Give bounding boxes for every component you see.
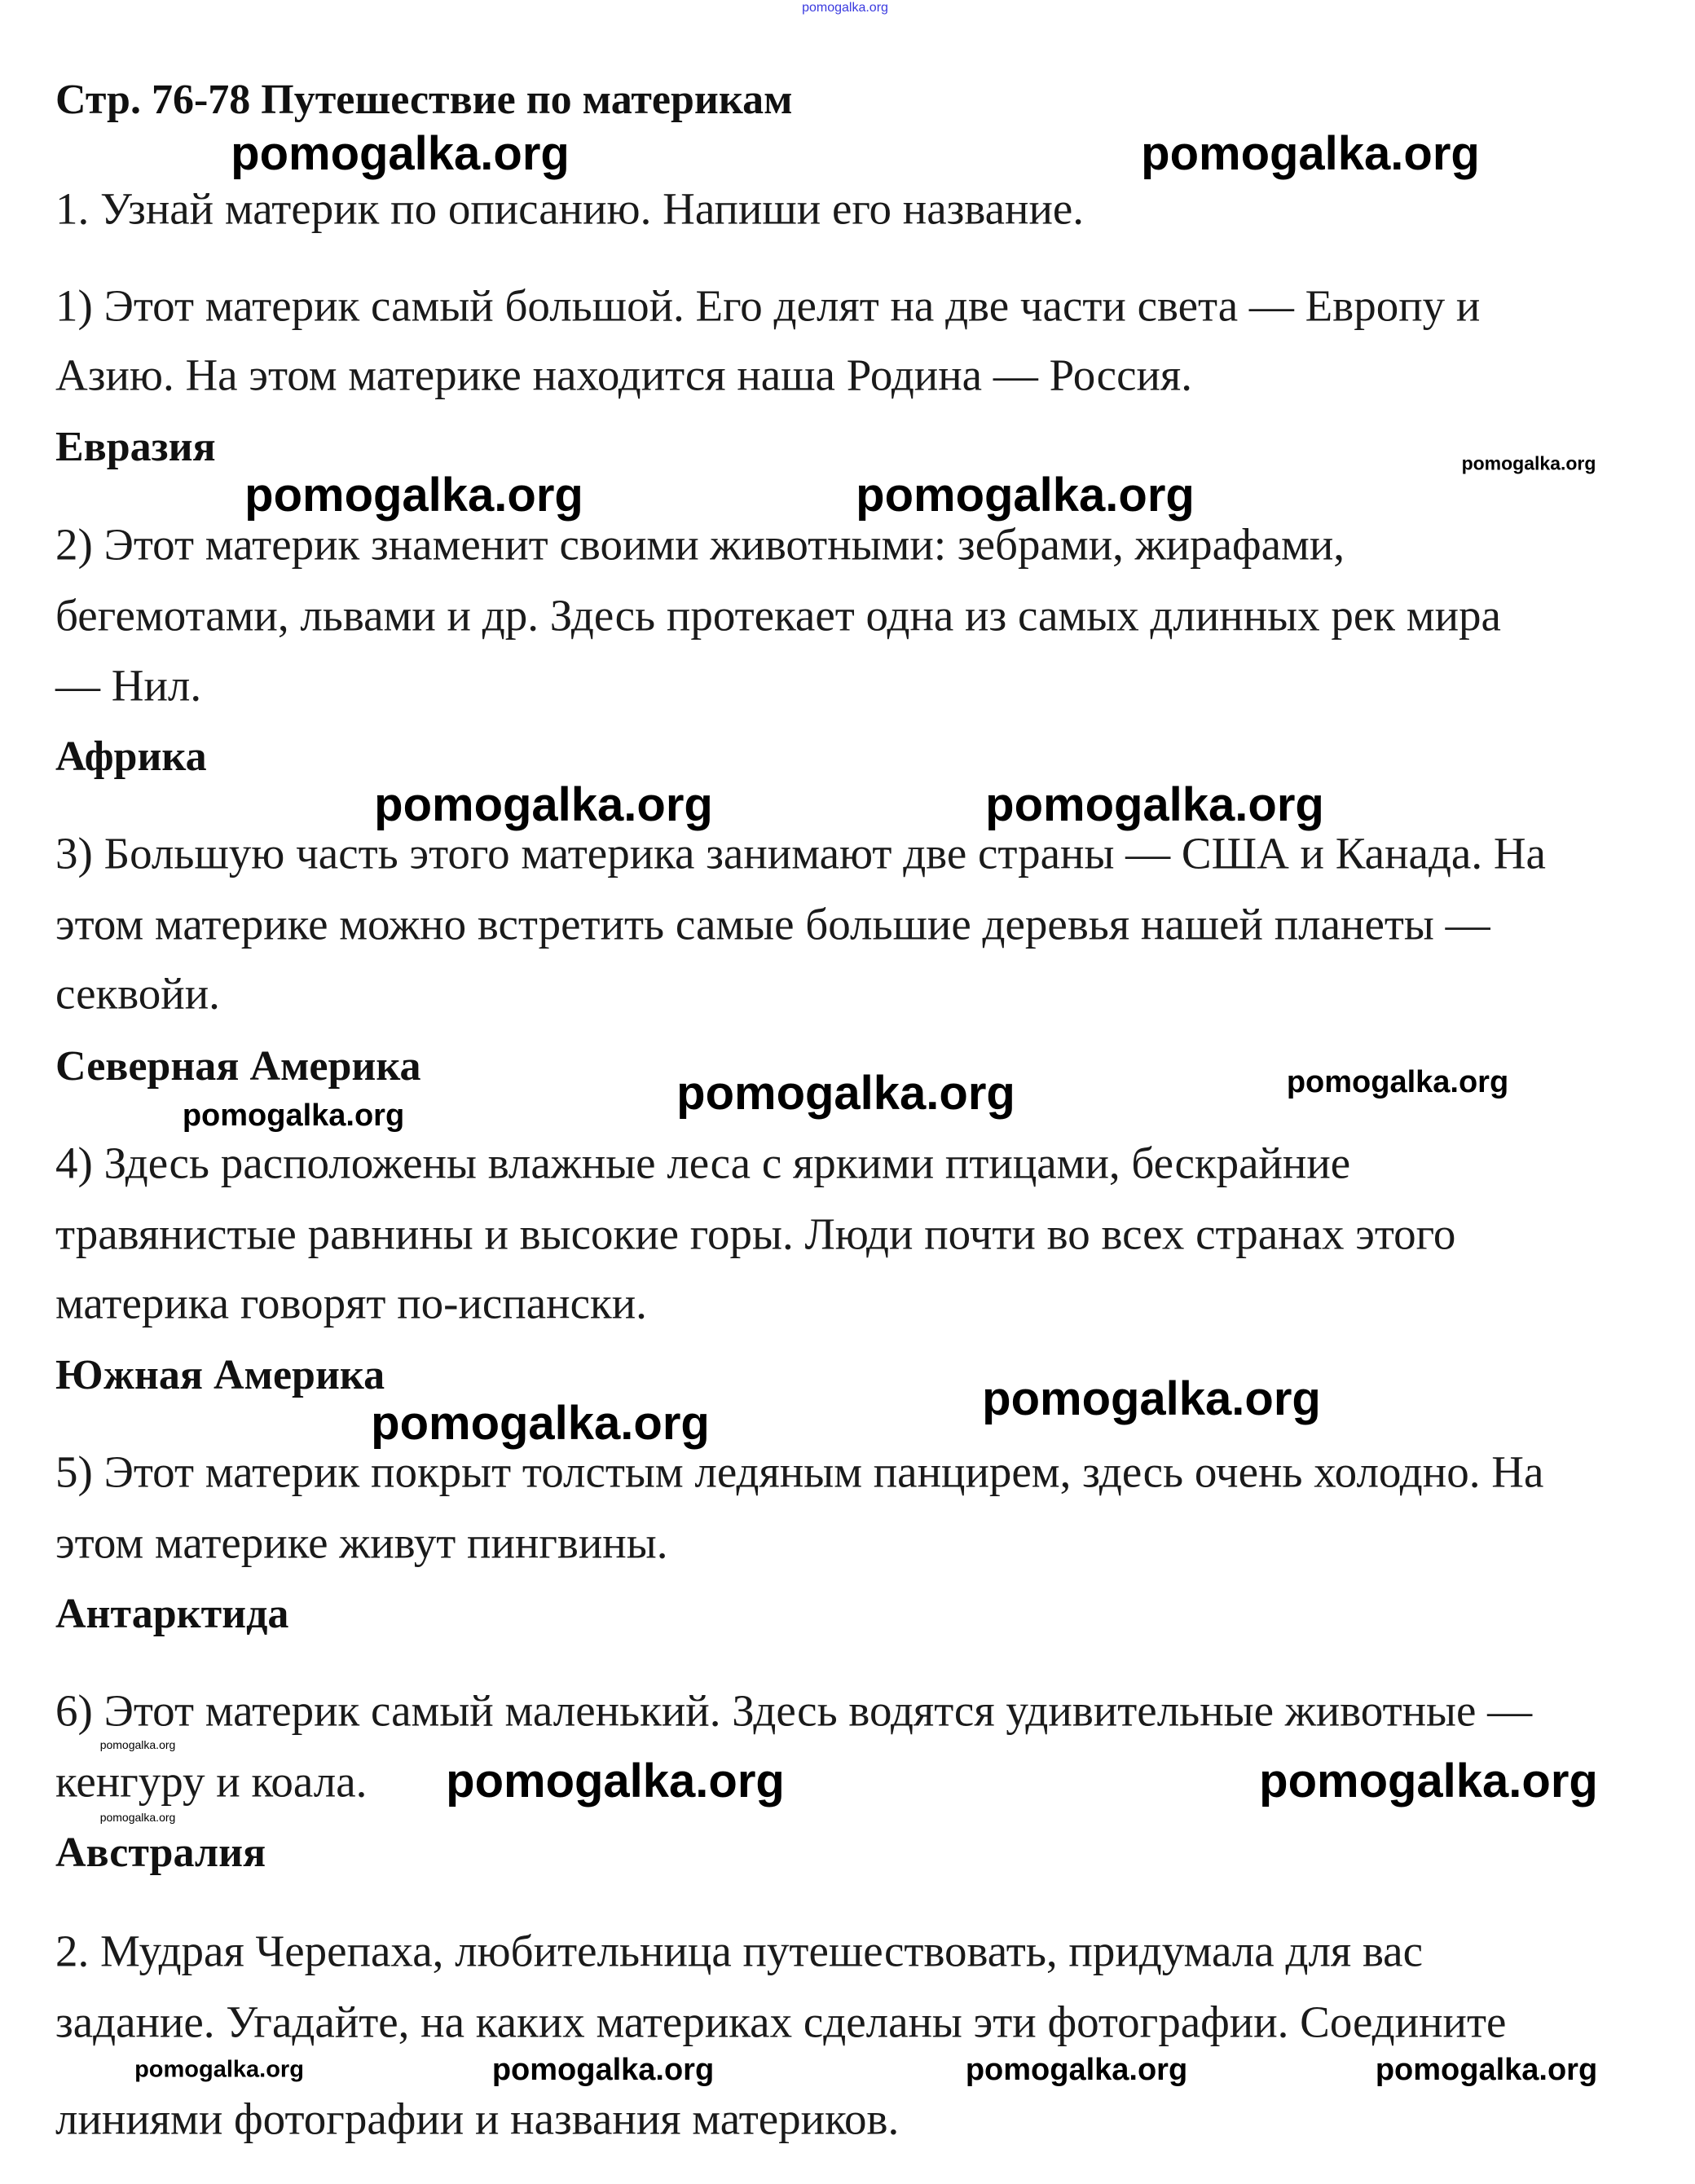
watermark: pomogalka.org xyxy=(99,1811,176,1824)
watermark: pomogalka.org xyxy=(231,127,570,180)
watermark: pomogalka.org xyxy=(446,1755,785,1808)
watermark: pomogalka.org xyxy=(676,1067,1015,1120)
task2-line: 2. Мудрая Черепаха, любительница путешествовать, придумала для вас xyxy=(55,1926,1424,1976)
item-3-line: этом материке можно встретить самые большие деревья нашей планеты — xyxy=(55,899,1490,949)
item-2-line: бегемотами, львами и др. Здесь протекает одна из самых длинных рек мира xyxy=(55,590,1501,641)
watermark: pomogalka.org xyxy=(371,1397,710,1450)
watermark: pomogalka.org xyxy=(491,2053,715,2087)
watermark: pomogalka.org xyxy=(374,778,713,831)
item-1-line: 1) Этот материк самый большой. Его делят на две части света — Европу и xyxy=(55,280,1481,331)
item-4-line: материка говорят по-испански. xyxy=(55,1278,647,1328)
item-2-line: — Нил. xyxy=(55,660,202,711)
watermark: pomogalka.org xyxy=(985,778,1324,831)
watermark: pomogalka.org xyxy=(1286,1065,1509,1099)
watermark: pomogalka.org xyxy=(982,1372,1321,1425)
watermark: pomogalka.org xyxy=(1461,452,1596,474)
item-2-answer: Африка xyxy=(55,733,207,780)
top-watermark: pomogalka.org xyxy=(802,1,888,15)
item-5-answer: Антарктида xyxy=(55,1591,289,1637)
item-4-line: травянистые равнины и высокие горы. Люди почти во всех странах этого xyxy=(55,1209,1456,1259)
item-1-answer: Евразия xyxy=(55,424,216,470)
watermark: pomogalka.org xyxy=(1141,127,1480,180)
item-6-line: 6) Этот материк самый маленький. Здесь водятся удивительные животные — xyxy=(55,1685,1533,1736)
item-6-answer: Австралия xyxy=(55,1830,266,1876)
watermark: pomogalka.org xyxy=(244,469,583,522)
watermark: pomogalka.org xyxy=(965,2053,1188,2087)
item-4-answer: Южная Америка xyxy=(55,1352,385,1398)
task2-line: линиями фотографии и названия материков. xyxy=(55,2094,900,2144)
task2-line: задание. Угадайте, на каких материках сделаны эти фотографии. Соедините xyxy=(55,1997,1507,2047)
watermark: pomogalka.org xyxy=(182,1099,405,1133)
watermark: pomogalka.org xyxy=(856,469,1195,522)
item-5-line: этом материке живут пингвины. xyxy=(55,1517,668,1568)
item-4-line: 4) Здесь расположены влажные леса с яркими птицами, бескрайние xyxy=(55,1138,1351,1188)
item-3-answer: Северная Америка xyxy=(55,1043,421,1090)
item-3-line: 3) Большую часть этого материка занимают две страны — США и Канада. На xyxy=(55,828,1546,878)
watermark: pomogalka.org xyxy=(134,2056,304,2083)
page-title: Стр. 76-78 Путешествие по материкам xyxy=(55,77,793,123)
watermark: pomogalka.org xyxy=(99,1738,176,1751)
item-5-line: 5) Этот материк покрыт толстым ледяным панцирем, здесь очень холодно. На xyxy=(55,1446,1544,1497)
task1-prompt: 1. Узнай материк по описанию. Напиши его название. xyxy=(55,183,1085,234)
item-3-line: секвойи. xyxy=(55,968,220,1019)
watermark: pomogalka.org xyxy=(1375,2053,1598,2087)
item-1-line: Азию. На этом материке находится наша Родина — Россия. xyxy=(55,350,1192,400)
item-2-line: 2) Этот материк знаменит своими животными: зебрами, жирафами, xyxy=(55,519,1345,570)
item-6-line: кенгуру и коала. xyxy=(55,1756,368,1807)
watermark: pomogalka.org xyxy=(1259,1755,1598,1808)
